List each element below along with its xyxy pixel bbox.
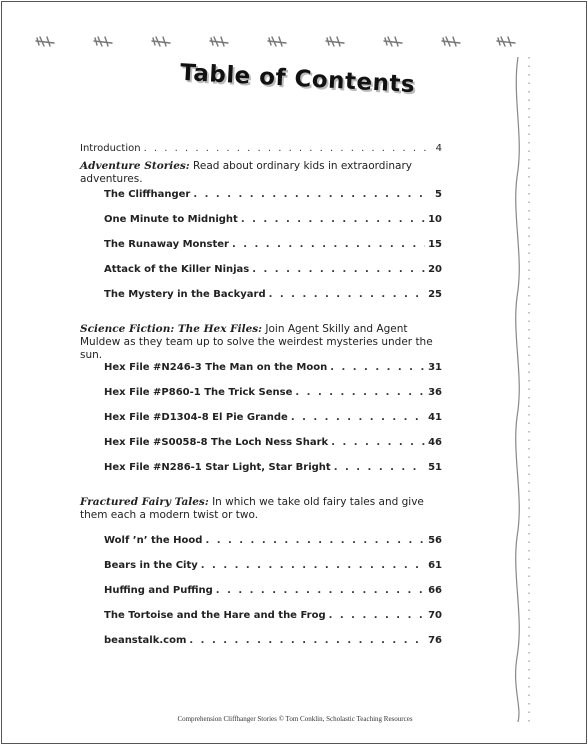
decorative-border-right	[512, 57, 534, 722]
page-number: 56	[428, 535, 442, 546]
toc-entry-introduction	[80, 142, 442, 160]
leader-dots	[329, 609, 425, 622]
entry-title: Hex File #P860-1 The Trick Sense	[104, 387, 293, 398]
toc-entry	[80, 188, 442, 213]
section-gap	[80, 313, 442, 323]
page-number: 46	[428, 437, 442, 448]
entry-title: Introduction	[80, 143, 141, 154]
section-heading	[80, 160, 442, 185]
page-footer: Comprehension Cliffhanger Stories © Tom Conklin, Scholastic Teaching Resources	[177, 715, 413, 723]
squiggle-ornaments	[30, 32, 520, 52]
leader-dots	[330, 361, 425, 374]
leader-dots	[144, 142, 427, 155]
toc-entry	[80, 436, 442, 461]
entry-title: Attack of the Killer Ninjas	[104, 264, 250, 275]
entry-title: beanstalk.com	[104, 635, 187, 646]
leader-dots	[331, 436, 425, 449]
leader-dots	[252, 263, 425, 276]
section-heading	[80, 323, 442, 361]
toc-entry	[80, 386, 442, 411]
leader-dots	[216, 584, 425, 597]
page-title: Table of Contents	[179, 59, 416, 99]
page-number: 61	[428, 560, 442, 571]
leader-dots	[201, 559, 425, 572]
entry-title: The Tortoise and the Hare and the Frog	[104, 610, 326, 621]
leader-dots	[295, 386, 425, 399]
leader-dots	[189, 634, 425, 647]
section-description: Join Agent Skilly and Agent Muldew as they team up to solve the weirdest mysteries under the sun.	[80, 323, 433, 361]
entry-title: Hex File #D1304-8 El Pie Grande	[104, 412, 288, 423]
toc-entry	[80, 559, 442, 584]
page-number: 51	[428, 462, 442, 473]
leader-dots	[334, 461, 425, 474]
leader-dots	[291, 411, 425, 424]
page-number: 66	[428, 585, 442, 596]
page-number: 4	[435, 143, 442, 154]
page-number: 31	[428, 362, 442, 373]
document-page	[1, 1, 587, 744]
wavy-line-ornament	[512, 57, 534, 722]
leader-dots	[205, 534, 425, 547]
leader-dots	[241, 213, 425, 226]
toc-entry	[80, 461, 442, 486]
toc-entry	[80, 609, 442, 634]
page-number: 15	[428, 239, 442, 250]
entry-title: Wolf ’n’ the Hood	[104, 535, 203, 546]
section-title: Adventure Stories:	[80, 160, 190, 172]
leader-dots	[232, 238, 425, 251]
entry-title: Hex File #S0058-8 The Loch Ness Shark	[104, 437, 329, 448]
section-description: In which we take old fairy tales and give them each a modern twist or two.	[80, 496, 424, 521]
page-number: 70	[428, 610, 442, 621]
page-number: 10	[428, 214, 442, 225]
toc-entry	[80, 213, 442, 238]
leader-dots	[193, 188, 427, 201]
entry-title: Hex File #N286-1 Star Light, Star Bright	[104, 462, 331, 473]
page-number: 20	[428, 264, 442, 275]
section-title: Fractured Fairy Tales:	[80, 496, 209, 508]
decorative-border-top	[30, 32, 520, 52]
section-title: Science Fiction: The Hex Files:	[80, 323, 263, 335]
toc-entry	[80, 411, 442, 436]
toc-entry	[80, 584, 442, 609]
entry-title: The Mystery in the Backyard	[104, 289, 266, 300]
entry-title: Huffing and Puffing	[104, 585, 213, 596]
entry-title: Bears in the City	[104, 560, 198, 571]
table-of-contents	[80, 142, 442, 659]
entry-title: One Minute to Midnight	[104, 214, 238, 225]
page-number: 76	[428, 635, 442, 646]
leader-dots	[269, 288, 425, 301]
entry-title: The Runaway Monster	[104, 239, 229, 250]
page-number: 5	[435, 189, 442, 200]
page-number: 36	[428, 387, 442, 398]
section-description: Read about ordinary kids in extraordinary adventures.	[80, 160, 412, 185]
entry-title: The Cliffhanger	[104, 189, 191, 200]
toc-entry	[80, 263, 442, 288]
toc-entry	[80, 634, 442, 659]
toc-entry	[80, 288, 442, 313]
entry-title: Hex File #N246-3 The Man on the Moon	[104, 362, 328, 373]
page-number: 41	[428, 412, 442, 423]
toc-entry	[80, 238, 442, 263]
page-number: 25	[428, 289, 442, 300]
toc-entry	[80, 534, 442, 559]
toc-entry	[80, 361, 442, 386]
section-gap	[80, 486, 442, 496]
section-heading	[80, 496, 442, 528]
